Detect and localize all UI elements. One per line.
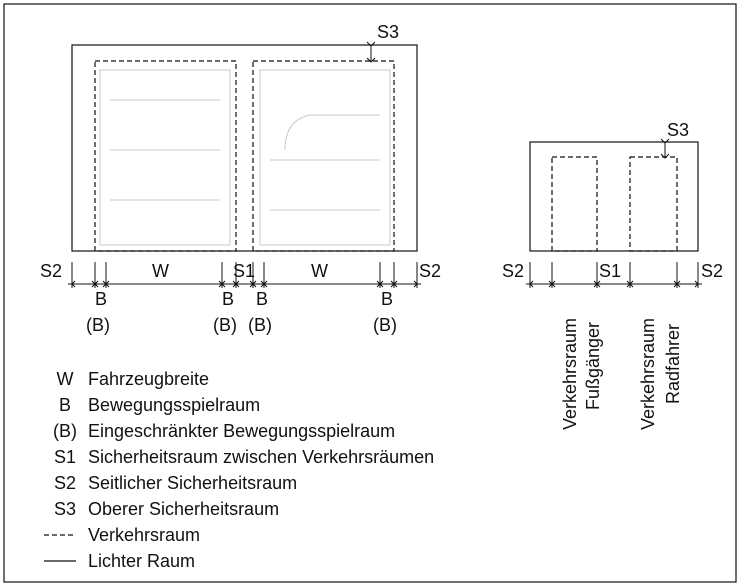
zone-label-fussgaenger-line1: Verkehrsraum (560, 317, 580, 430)
s2-label-right-diagram-right: S2 (701, 261, 724, 281)
verkehrsraum-radfahrer (630, 157, 677, 251)
verkehrsraum-fussgaenger (552, 157, 597, 251)
vehicle-sketch-right (260, 70, 390, 245)
b-label-2: B (222, 289, 235, 309)
lichter-raum-right (530, 142, 698, 251)
s2-label-left-outer: S2 (40, 261, 63, 281)
s2-label-right-outer: S2 (419, 261, 442, 281)
legend-text-s3: Oberer Sicherheitsraum (88, 499, 280, 519)
lichter-raum-left (72, 45, 417, 251)
legend-key-b-restricted: (B) (53, 421, 77, 441)
s2-label-right-diagram-left: S2 (502, 261, 525, 281)
s3-label-left: S3 (377, 22, 400, 42)
legend-text-lichter-raum: Lichter Raum (88, 551, 196, 571)
b-restricted-label-3: (B) (248, 315, 272, 335)
b-label-4: B (381, 289, 394, 309)
legend-key-s1: S1 (53, 447, 77, 467)
b-restricted-label-4: (B) (373, 315, 397, 335)
legend-key-s3: S3 (53, 499, 77, 519)
legend-text-b-restricted: Eingeschränkter Bewegungsspielraum (88, 421, 396, 441)
right-diagram (502, 120, 723, 430)
zone-label-radfahrer-line1: Verkehrsraum (638, 317, 658, 430)
verkehrsraum-left-1 (95, 61, 236, 251)
left-diagram (40, 22, 441, 335)
b-restricted-label-2: (B) (213, 315, 237, 335)
s3-label-right: S3 (667, 120, 690, 140)
s1-label-left: S1 (233, 261, 256, 281)
zone-label-fussgaenger-line2: Fußgänger (583, 321, 603, 410)
legend-text-verkehrsraum: Verkehrsraum (88, 525, 201, 545)
w-label-left: W (152, 261, 169, 281)
zone-label-radfahrer-line2: Radfahrer (663, 323, 683, 404)
legend-text-s1: Sicherheitsraum zwischen Verkehrsräumen (88, 447, 435, 467)
vehicle-sketch-left (100, 70, 230, 245)
s1-label-right-diagram: S1 (599, 261, 622, 281)
w-label-right: W (311, 261, 328, 281)
verkehrsraum-left-2 (253, 61, 394, 251)
figure-frame (4, 4, 736, 582)
legend-text-b: Bewegungsspielraum (88, 395, 261, 415)
b-label-3: B (256, 289, 269, 309)
legend-key-b: B (58, 395, 72, 415)
b-label-1: B (95, 289, 108, 309)
legend-key-w: W (56, 369, 74, 389)
legend-key-s2: S2 (53, 473, 77, 493)
legend-text-s2: Seitlicher Sicherheitsraum (88, 473, 298, 493)
legend-text-w: Fahrzeugbreite (88, 369, 210, 389)
legend (44, 369, 434, 571)
b-restricted-label-1: (B) (86, 315, 110, 335)
